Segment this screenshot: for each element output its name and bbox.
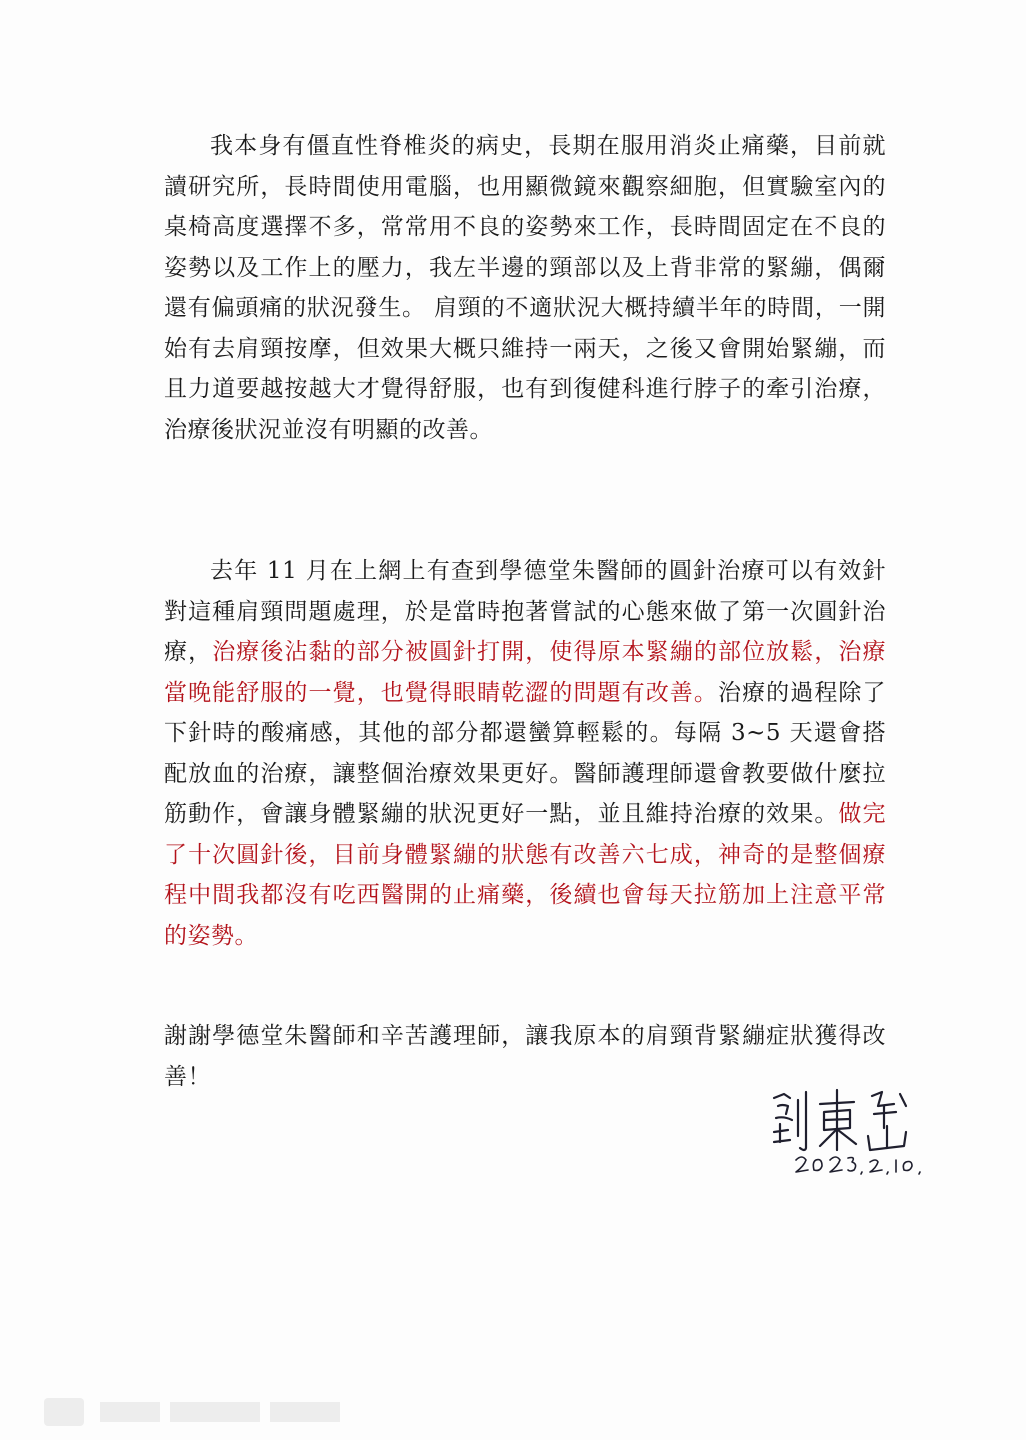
letter-paragraph-2 — [164, 551, 886, 956]
letter-paragraph-1: 我本身有僵直性脊椎炎的病史，長期在服用消炎止痛藥，目前就讀研究所，長時間使用電腦，也用顯微鏡來觀察細胞，但實驗室內的桌椅高度選擇不多，常常用不良的姿勢來工作，長時間固定在不良的姿勢以及工作上的壓力，我左半邊的頸部以及上背非常的緊繃，偶爾還有偏頭痛的狀況發生。 肩頸的不適狀況大概持續半年的時間，一開始有去肩頸按摩，但效果大概只維持一兩天，之後又會開始緊繃，而且力道要越按越大才覺得舒服，也有到復健科進行脖子的牽引治療，治療後狀況並沒有明顯的改善。 — [164, 133, 886, 443]
signature-drawing — [760, 1076, 960, 1176]
handwritten-signature — [760, 1076, 960, 1176]
paragraph-2-text-1: 去年 11 月在上網上有查到學德堂朱醫師的圓針治療可以有效針對這種肩頸問題處理，於是當時抱著嘗試的心態來做了第一次圓針治療， — [164, 558, 886, 665]
paragraph-2-highlight-1: 治療後沾黏的部分被圓針打開，使得原本緊繃的部位放鬆，治療當晚能舒服的一覺，也覺得眼睛乾澀的問題有改善。 — [164, 639, 887, 706]
letter-paragraph-3: 謝謝學德堂朱醫師和辛苦護理師，讓我原本的肩頸背緊繃症狀獲得改善！ — [164, 1023, 886, 1090]
watermark-graphic — [40, 1392, 400, 1432]
paragraph-2-highlight-2: 做完了十次圓針後，目前身體緊繃的狀態有改善六七成，神奇的是整個療程中間我都沒有吃西醫開的止痛藥，後續也會每天拉筋加上注意平常的姿勢。 — [164, 801, 887, 949]
paragraph-2-text-2: 治療的過程除了下針時的酸痛感，其他的部分都還蠻算輕鬆的。每隔 3~5 天還會搭配放血的治療，讓整個治療效果更好。醫師護理師還會教要做什麼拉筋動作，會讓身體緊繃的狀況更好一點，並且維持治療的效果。 — [164, 679, 887, 827]
faded-watermark — [40, 1392, 400, 1432]
